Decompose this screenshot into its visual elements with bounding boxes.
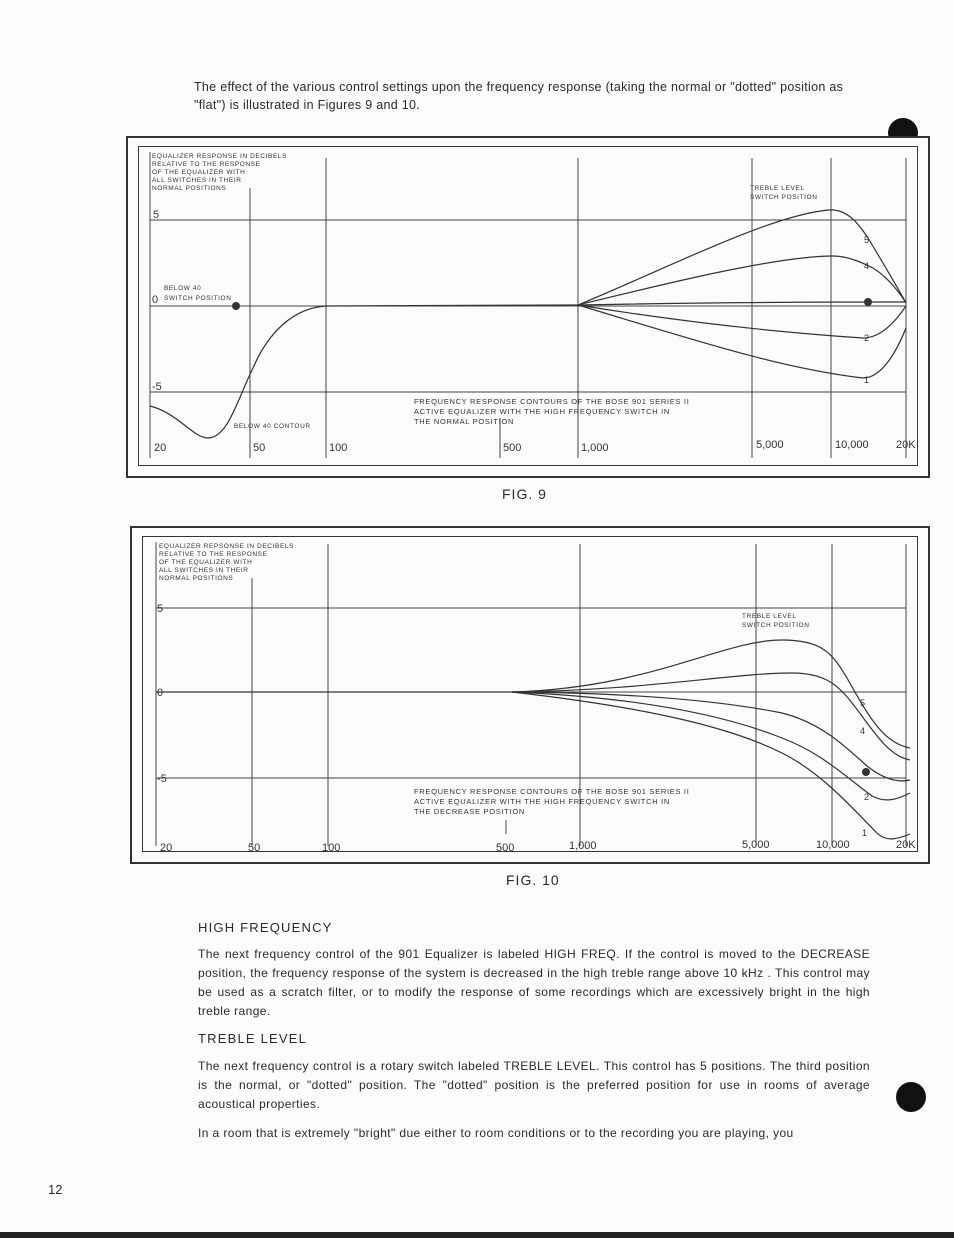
fig9-below40-label-2: SWITCH POSITION [164,295,232,302]
fig10-curve-3 [512,692,910,781]
fig9-xtick-20k: 20K [896,439,916,451]
fig10-curve-2 [512,692,910,800]
heading-high-frequency: HIGH FREQUENCY [198,920,333,935]
fig10-ytick-5: 5 [157,603,164,615]
fig9-ylabel-2: RELATIVE TO THE RESPONSE [152,161,261,168]
fig9-below40-label-1: BELOW 40 [164,285,202,292]
fig10-xtick-500: 500 [496,842,515,854]
fig9-note-2: ACTIVE EQUALIZER WITH THE HIGH FREQUENCY SWITCH IN [414,407,670,416]
fig9-curve-label-1: 1 [864,375,870,385]
intro-paragraph: The effect of the various control settings upon the frequency response (taking the normal or "dotted" position as "flat") is illustrated in Figures 9 and 10. [194,80,844,112]
fig10-xtick-20k: 20K [896,839,916,851]
fig10-curve-label-5: 5 [860,698,866,708]
fig9-ytick-minus5: -5 [152,381,162,393]
fig9-treble-label-2: SWITCH POSITION [750,194,818,201]
fig9-below40-dot [232,302,240,310]
fig10-ylabel-5: NORMAL POSITIONS [159,575,234,582]
fig9-curve-label-4: 4 [864,261,870,271]
fig10-xtick-10000: 10,000 [816,839,850,851]
fig9-curve-4 [578,256,906,305]
fig10-ylabel-3: OF THE EQUALIZER WITH [159,559,253,566]
figure-10 [130,526,930,864]
heading-treble-level: TREBLE LEVEL [198,1031,308,1046]
fig10-ylabel-1: EQUALIZER REPSONSE IN DECIBELS [159,543,295,550]
fig9-curve-label-5: 5 [864,235,870,245]
fig9-ytick-0: 0 [152,294,159,306]
fig10-treble-dot [862,768,870,776]
fig9-xtick-500: 500 [503,442,522,454]
fig10-curve-label-1: 1 [862,828,868,838]
binder-hole-bottom [896,1082,926,1112]
fig9-xtick-5000: 5,000 [756,439,784,451]
fig10-curve-5 [512,640,910,748]
paragraph-high-frequency: The next frequency control of the 901 Equalizer is labeled HIGH FREQ. If the control is moved to the DECREASE position, the frequency response of the system is decreased in the high treble range above 10 kHz . This control may be used as a scratch filter, or to modify the response of some recordings which are excessively bright in the high treble range. [198,947,870,1018]
fig10-treble-label-2: SWITCH POSITION [742,622,810,629]
fig10-ytick-0: 0 [157,687,164,699]
fig10-note-3: THE DECREASE POSITION [414,807,525,816]
fig9-xtick-10000: 10,000 [835,439,869,451]
fig9-curve-below40 [150,306,326,438]
fig9-ylabel-5: NORMAL POSITIONS [152,185,227,192]
fig10-curve-1 [512,692,910,839]
fig9-xtick-100: 100 [329,442,348,454]
fig9-curve-2 [578,305,906,338]
fig9-xtick-50: 50 [253,442,266,454]
fig10-treble-label-1: TREBLE LEVEL [742,613,797,620]
fig10-note-2: ACTIVE EQUALIZER WITH THE HIGH FREQUENCY SWITCH IN [414,797,670,806]
fig10-ylabel-2: RELATIVE TO THE RESPONSE [159,551,268,558]
fig10-curve-label-2: 2 [864,792,870,802]
fig10-caption: FIG. 10 [506,872,560,888]
fig9-note-1: FREQUENCY RESPONSE CONTOURS OF THE BOSE 901 SERIES II [414,397,690,406]
fig9-curve-5 [578,210,906,305]
fig10-ytick-minus5: -5 [157,773,167,785]
figure-10-chart [132,528,928,862]
fig9-treble-dot [864,298,872,306]
page-bottom-edge [0,1232,954,1238]
figure-9 [126,136,930,478]
fig9-caption: FIG. 9 [502,486,547,502]
fig10-xtick-1000: 1,000 [569,840,597,852]
fig10-xtick-100: 100 [322,842,341,854]
fig9-xtick-20: 20 [154,442,167,454]
paragraph-treble-level: The next frequency control is a rotary switch labeled TREBLE LEVEL. This control has 5 positions. The third position is the normal, or "dotted" position. The "dotted" position is the preferred position for use in rooms of average acoustical properties. [198,1059,870,1111]
fig9-treble-label-1: TREBLE LEVEL [750,185,805,192]
paragraph-bright-room: In a room that is extremely "bright" due either to room conditions or to the recording you are playing, you [198,1126,794,1140]
figure-9-chart [128,138,928,476]
fig9-xtick-1000: 1,000 [581,442,609,454]
fig10-note-1: FREQUENCY RESPONSE CONTOURS OF THE BOSE 901 SERIES II [414,787,690,796]
page-number: 12 [48,1182,63,1197]
fig9-curve-1 [578,305,906,378]
fig10-xtick-20: 20 [160,842,173,854]
fig10-curve-label-4: 4 [860,726,866,736]
fig9-below40-contour-label: BELOW 40 CONTOUR [234,423,311,430]
fig10-ylabel-4: ALL SWITCHES IN THEIR [159,567,249,574]
fig9-ylabel-3: OF THE EQUALIZER WITH [152,169,246,176]
fig10-xtick-50: 50 [248,842,261,854]
fig9-ytick-5: 5 [153,209,160,221]
fig9-note-3: THE NORMAL POSITION [414,417,515,426]
fig9-ylabel-1: EQUALIZER RESPONSE IN DECIBELS [152,153,288,160]
fig9-curve-label-2: 2 [864,333,870,343]
fig9-ylabel-4: ALL SWITCHES IN THEIR [152,177,242,184]
fig9-curve-3 [578,302,906,305]
fig10-xtick-5000: 5,000 [742,839,770,851]
